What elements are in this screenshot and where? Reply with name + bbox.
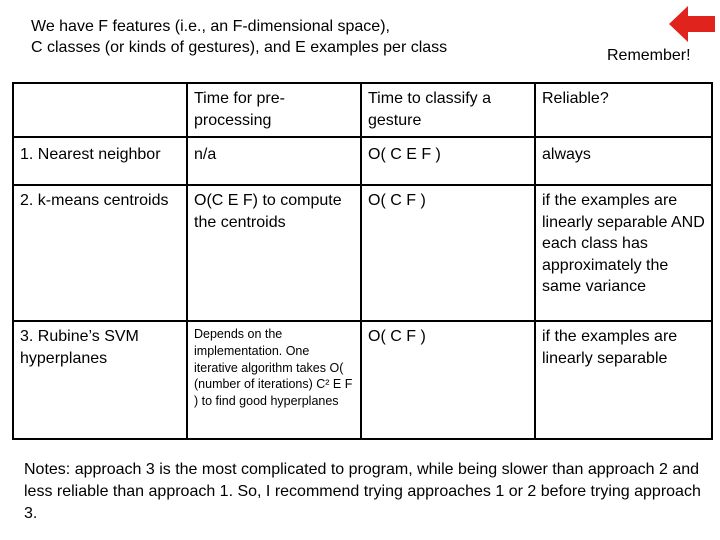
back-arrow-icon[interactable] (668, 4, 716, 44)
intro-line-2: C classes (or kinds of gestures), and E examples per class (31, 39, 448, 56)
comparison-table (12, 82, 713, 440)
preprocessing-cell: n/a (187, 137, 361, 185)
classify-cell: O( C F ) (361, 321, 535, 439)
header-reliable: Reliable? (535, 83, 712, 137)
notes-text: Notes: approach 3 is the most complicated to program, while being slower than approach 2 and less reliable than approach 1. So, I recommend trying approaches 1 or 2 before trying approach 3. (24, 461, 701, 522)
table-row-k-means (13, 185, 712, 321)
header-preprocessing-time: Time for pre-processing (187, 83, 361, 137)
remember-label: Remember! (607, 47, 691, 64)
preprocessing-cell: Depends on the implementation. One iterative algorithm takes O( (number of iterations) C² E F ) to find good hyperplanes (187, 321, 361, 439)
intro-text (31, 16, 571, 58)
table-header-row (13, 83, 712, 137)
classify-cell: O( C E F ) (361, 137, 535, 185)
preprocessing-cell: O(C E F) to compute the centroids (187, 185, 361, 321)
method-cell: 2. k-means centroids (13, 185, 187, 321)
classify-cell: O( C F ) (361, 185, 535, 321)
header-classify-time: Time to classify a gesture (361, 83, 535, 137)
reliable-cell: always (535, 137, 712, 185)
intro-line-1: We have F features (i.e., an F-dimensional space), (31, 18, 390, 35)
header-empty-cell (13, 83, 187, 137)
method-cell: 3. Rubine’s SVM hyperplanes (13, 321, 187, 439)
reliable-cell: if the examples are linearly separable (535, 321, 712, 439)
reliable-cell: if the examples are linearly separable AND each class has approximately the same variance (535, 185, 712, 321)
method-cell: 1. Nearest neighbor (13, 137, 187, 185)
table-row-svm (13, 321, 712, 439)
table-row-nearest-neighbor (13, 137, 712, 185)
